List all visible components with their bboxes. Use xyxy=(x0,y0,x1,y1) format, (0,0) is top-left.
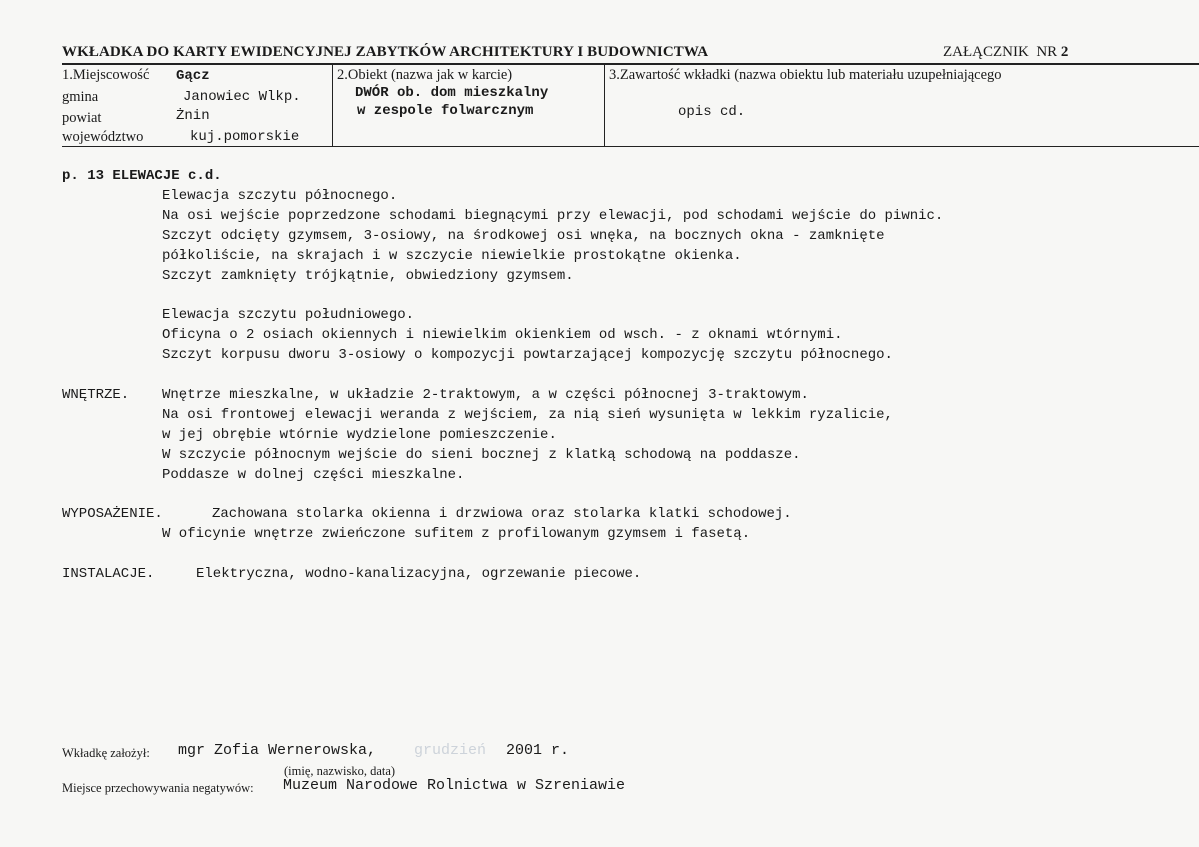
interior-line: Na osi frontowej elewacji weranda z wejściem, za nią sień wysunięta w lekkim ryzalicie, xyxy=(162,406,893,423)
object-name-line1: DWÓR ob. dom mieszkalny xyxy=(355,85,549,101)
insert-contents-label: 3.Zawartość wkładki (nazwa obiektu lub materiału uzupełniającego xyxy=(609,67,1002,83)
annex-label xyxy=(943,44,1068,61)
s1-line: Szczyt odcięty gzymsem, 3-osiowy, na środkowej osi wnęka, na bocznych okna - zamknięte xyxy=(162,227,885,244)
s1-line: Na osi wejście poprzedzone schodami biegnącymi przy elewacji, pod schodami wejście do piwnic. xyxy=(162,207,944,224)
s2-line: Oficyna o 2 osiach okiennych i niewielkim okienkiem od wsch. - z oknami wtórnymi. xyxy=(162,327,843,344)
negatives-label: Miejsce przechowywania negatywów: xyxy=(62,781,254,795)
author-hint: (imię, nazwisko, data) xyxy=(284,764,396,778)
box-divider-1 xyxy=(332,64,333,147)
negatives-location: Muzeum Narodowe Rolnictwa w Szreniawie xyxy=(283,777,626,794)
gmina-label: gmina xyxy=(62,89,99,105)
annex-label-text: ZAŁĄCZNIK NR xyxy=(943,44,1058,60)
equipment-line: Zachowana stolarka okienna i drzwiowa oraz stolarka klatki schodowej. xyxy=(212,506,792,523)
description-body xyxy=(62,167,943,585)
s2-line: Szczyt korpusu dworu 3-osiowy o kompozycji powtarzającej kompozycję szczytu północnego. xyxy=(162,347,893,364)
s2-line: Elewacja szczytu południowego. xyxy=(162,307,415,324)
installations-text: Elektryczna, wodno-kanalizacyjna, ogrzewanie piecowe. xyxy=(196,566,642,583)
gmina-value: Janowiec Wlkp. xyxy=(183,89,301,105)
installations-label: INSTALACJE. xyxy=(62,566,155,583)
interior-line: Poddasze w dolnej części mieszkalne. xyxy=(162,466,465,483)
author-value: mgr Zofia Wernerowska, xyxy=(178,742,377,759)
date-year: 2001 r. xyxy=(506,742,570,759)
equipment-line: W oficynie wnętrze zwieńczone sufitem z profilowanym gzymsem i fasetą. xyxy=(162,526,751,543)
equipment-label: WYPOSAŻENIE. xyxy=(62,506,163,523)
voivodeship-label: województwo xyxy=(62,129,144,145)
s1-line: półkoliście, na skrajach i w szczycie niewielkie prostokątne okienka. xyxy=(162,247,742,264)
insert-contents-value: opis cd. xyxy=(678,104,746,120)
object-label: 2.Obiekt (nazwa jak w karcie) xyxy=(337,67,513,83)
object-name-line2: w zespole folwarcznym xyxy=(357,103,534,119)
locality-label: 1.Miejscowość xyxy=(62,67,150,83)
s1-line: Elewacja szczytu północnego. xyxy=(162,187,398,204)
powiat-label: powiat xyxy=(62,110,102,126)
box-divider-2 xyxy=(604,64,605,147)
interior-label: WNĘTRZE. xyxy=(62,386,130,403)
form-title: WKŁADKA DO KARTY EWIDENCYJNEJ ZABYTKÓW ARCHITEKTURY I BUDOWNICTWA xyxy=(62,44,709,60)
interior-line: Wnętrze mieszkalne, w układzie 2-traktowym, a w części północnej 3-traktowym. xyxy=(162,386,809,403)
date-month-faint: grudzień xyxy=(414,742,487,759)
header-rule-top xyxy=(62,63,1199,65)
interior-line: W szczycie północnym wejście do sieni bocznej z klatką schodową na poddasze. xyxy=(162,446,801,463)
header-rule-bottom xyxy=(62,146,1199,147)
author-label: Wkładkę założył: xyxy=(62,746,150,760)
interior-line: w jej obrębie wtórnie wydzielone pomieszczenie. xyxy=(162,426,557,443)
s1-line: Szczyt zamknięty trójkątnie, obwiedziony gzymsem. xyxy=(162,267,574,284)
section-heading-elevations: p. 13 ELEWACJE c.d. xyxy=(62,168,222,184)
powiat-value: Żnin xyxy=(176,108,210,124)
locality-value: Gącz xyxy=(176,68,210,84)
annex-number: 2 xyxy=(1060,44,1069,60)
voivodeship-value: kuj.pomorskie xyxy=(190,129,300,145)
